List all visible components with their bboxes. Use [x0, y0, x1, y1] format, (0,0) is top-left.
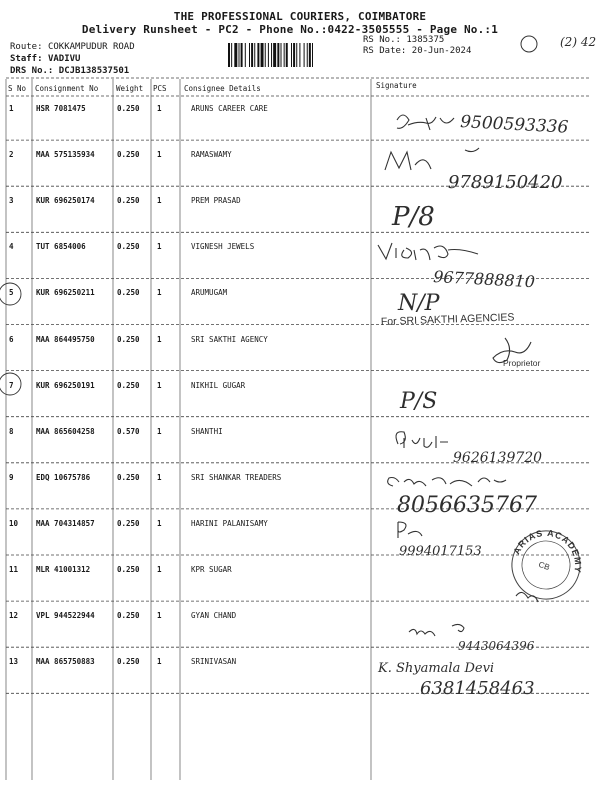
row-sno: 1 [9, 104, 14, 113]
barcode-bar [265, 43, 266, 67]
row-consignment-no: MLR 41001312 [36, 565, 91, 574]
barcode-bar [239, 43, 240, 67]
row-weight: 0.250 [117, 657, 140, 667]
rs-date-label: RS Date: [363, 46, 407, 56]
row-pcs: 1 [157, 565, 162, 574]
table-row [0, 473, 600, 519]
row-consignment-no: HSR 7081475 [36, 104, 86, 113]
table-row [0, 519, 600, 565]
barcode-bar [291, 43, 292, 67]
row3-signature: P/8 [392, 202, 435, 232]
row-pcs: 1 [157, 288, 162, 298]
col-consignment: Consignment No [35, 84, 99, 93]
row-sno: 13 [9, 657, 19, 667]
drs-line [10, 66, 129, 77]
row-sno: 9 [9, 472, 14, 482]
row-consignee: PREM PRASAD [191, 196, 241, 206]
row-weight: 0.250 [117, 334, 140, 344]
row-consignment-no: MAA 864495750 [36, 334, 95, 344]
table-row [0, 196, 600, 242]
rs-date-line [363, 46, 471, 56]
row-consignee: GYAN CHAND [191, 611, 237, 621]
rs-no-line [363, 35, 444, 45]
row-consignment-no: EDQ 10675786 [36, 472, 91, 482]
barcode-bar [234, 43, 237, 67]
row-consignee: RAMASWAMY [191, 150, 232, 160]
staff-label: Staff: [10, 54, 43, 64]
row-consignee: SRI SHANKAR TREADERS [191, 472, 282, 482]
row-consignee: SHANTHI [191, 426, 223, 436]
barcode-bar [251, 43, 253, 67]
barcode-bar [268, 43, 269, 67]
row-weight: 0.250 [117, 104, 140, 113]
row-weight: 0.250 [117, 150, 140, 160]
row-sno: 6 [9, 334, 14, 344]
row-weight: 0.250 [117, 472, 140, 482]
academy-seal-text: ARIAS ACADEMY [511, 527, 584, 575]
top-right-mark-text: (2) 42 [560, 35, 597, 49]
barcode-bar [286, 43, 288, 67]
barcode-bar [281, 43, 282, 67]
staff-line [10, 54, 80, 65]
agency-stamp-text: For SRI SAKTHI AGENCIES [380, 311, 515, 328]
row-weight: 0.250 [117, 380, 140, 390]
row-weight: 0.250 [117, 196, 140, 206]
row-consignment-no: KUR 696250211 [36, 288, 95, 298]
barcode [228, 43, 354, 67]
row-pcs: 1 [157, 242, 162, 252]
table-row [0, 335, 600, 381]
col-weight: Weight [116, 84, 144, 93]
col-consignee: Consignee Details [184, 84, 261, 93]
row-consignment-no: KUR 696250191 [36, 380, 95, 390]
barcode-bar [231, 43, 232, 67]
route-label: Route: [10, 42, 43, 52]
barcode-bar [271, 43, 272, 67]
barcode-bar [245, 43, 246, 67]
col-signature: Signature [376, 81, 417, 90]
route-value: COKKAMPUDUR ROAD [47, 42, 135, 52]
row-weight: 0.250 [117, 288, 140, 298]
barcode-bar [241, 43, 243, 67]
barcode-bar [261, 43, 264, 67]
row-consignment-no: VPL 944522944 [36, 611, 95, 621]
barcode-bar [312, 43, 313, 67]
barcode-bar [257, 43, 259, 67]
row12-signature-phone: 9443064396 [458, 639, 535, 653]
row-consignee: KPR SUGAR [191, 565, 232, 574]
rs-no-label: RS No.: [363, 35, 401, 45]
barcode-bar [228, 43, 230, 67]
row-pcs: 1 [157, 104, 162, 113]
barcode-bar [284, 43, 285, 67]
col-sno: S No [8, 84, 27, 93]
row-pcs: 1 [157, 334, 162, 344]
table-row [0, 565, 600, 611]
rs-no-value: 1385375 [406, 35, 445, 45]
barcode-bar [273, 43, 276, 67]
company-title: THE PROFESSIONAL COURIERS, COIMBATORE [173, 10, 427, 23]
row-sno: 2 [9, 150, 14, 160]
row9-signature-phone: 8056635767 [397, 493, 537, 518]
row-sno: 12 [9, 611, 19, 621]
row13-signature-phone: 6381458463 [420, 678, 535, 699]
rs-date-value: 20-Jun-2024 [411, 46, 472, 56]
row-sno: 11 [9, 565, 19, 574]
row-weight: 0.250 [117, 242, 140, 252]
row-pcs: 1 [157, 657, 162, 667]
row-sno: 7 [9, 380, 14, 390]
row5-signature: N/P [398, 291, 440, 316]
row-weight: 0.570 [117, 426, 140, 436]
barcode-bar [277, 43, 279, 67]
drs-label: DRS No.: [10, 66, 54, 76]
top-right-mark [521, 35, 596, 52]
barcode-bar [296, 43, 297, 67]
row-consignee: SRINIVASAN [191, 657, 237, 667]
row-sno: 5 [9, 288, 14, 298]
barcode-bar [304, 43, 305, 67]
row1-signature-phone: 9500593336 [459, 112, 569, 138]
row-consignment-no: TUT 6854006 [36, 242, 86, 252]
row-pcs: 1 [157, 518, 162, 528]
staff-value: VADIVU [47, 54, 81, 64]
barcode-bar [254, 43, 255, 67]
row-pcs: 1 [157, 196, 162, 206]
row-weight: 0.250 [117, 518, 140, 528]
table-row [0, 150, 600, 196]
row-consignee: HARINI PALANISAMY [191, 518, 268, 528]
route-line [10, 42, 135, 53]
proprietor-label: Proprietor [503, 358, 541, 368]
drs-value: DCJB138537501 [58, 66, 130, 76]
row-consignee: ARUNS CAREER CARE [191, 104, 268, 113]
barcode-bar [293, 43, 295, 67]
table-row [0, 288, 600, 334]
row10-signature-phone: 9994017153 [399, 544, 482, 559]
barcode-bar [309, 43, 311, 67]
row2-signature-phone: 9789150420 [448, 172, 563, 193]
row-consignment-no: MAA 865604258 [36, 426, 95, 436]
row-pcs: 1 [157, 472, 162, 482]
row-consignee: ARUMUGAM [191, 288, 228, 298]
row-weight: 0.250 [117, 611, 140, 621]
row-consignment-no: KUR 696250174 [36, 196, 95, 206]
row-consignment-no: MAA 575135934 [36, 150, 95, 160]
academy-seal-center: CB [537, 559, 551, 573]
row-sno: 10 [9, 518, 19, 528]
row-pcs: 1 [157, 611, 162, 621]
row-sno: 8 [9, 426, 14, 436]
row8-signature-phone: 9626139720 [453, 450, 543, 466]
row-weight: 0.250 [117, 565, 140, 574]
row13-signature-name: K. Shyamala Devi [378, 661, 495, 676]
row-pcs: 1 [157, 150, 162, 160]
table-row [0, 381, 600, 427]
row-consignee: SRI SAKTHI AGENCY [191, 334, 268, 344]
row-consignment-no: MAA 865750883 [36, 657, 95, 667]
row-pcs: 1 [157, 380, 162, 390]
barcode-bar [249, 43, 250, 67]
barcode-bar [307, 43, 308, 67]
row7-signature: P/S [400, 389, 438, 414]
row-pcs: 1 [157, 426, 162, 436]
col-pcs: PCS [153, 84, 167, 93]
row-sno: 3 [9, 196, 14, 206]
table-row [0, 657, 600, 703]
runsheet-subtitle: Delivery Runsheet - PC2 - Phone No.:0422-3505555 - Page No.:1 [81, 23, 499, 36]
table-row [0, 611, 600, 657]
table-row [0, 104, 600, 150]
table-row [0, 242, 600, 288]
table-row [0, 427, 600, 473]
barcode-bar [299, 43, 300, 67]
row-consignee: NIKHIL GUGAR [191, 380, 246, 390]
row-sno: 4 [9, 242, 14, 252]
row-consignment-no: MAA 704314857 [36, 518, 95, 528]
row-consignee: VIGNESH JEWELS [191, 242, 255, 252]
row4-signature-phone: 9677888810 [432, 267, 536, 292]
